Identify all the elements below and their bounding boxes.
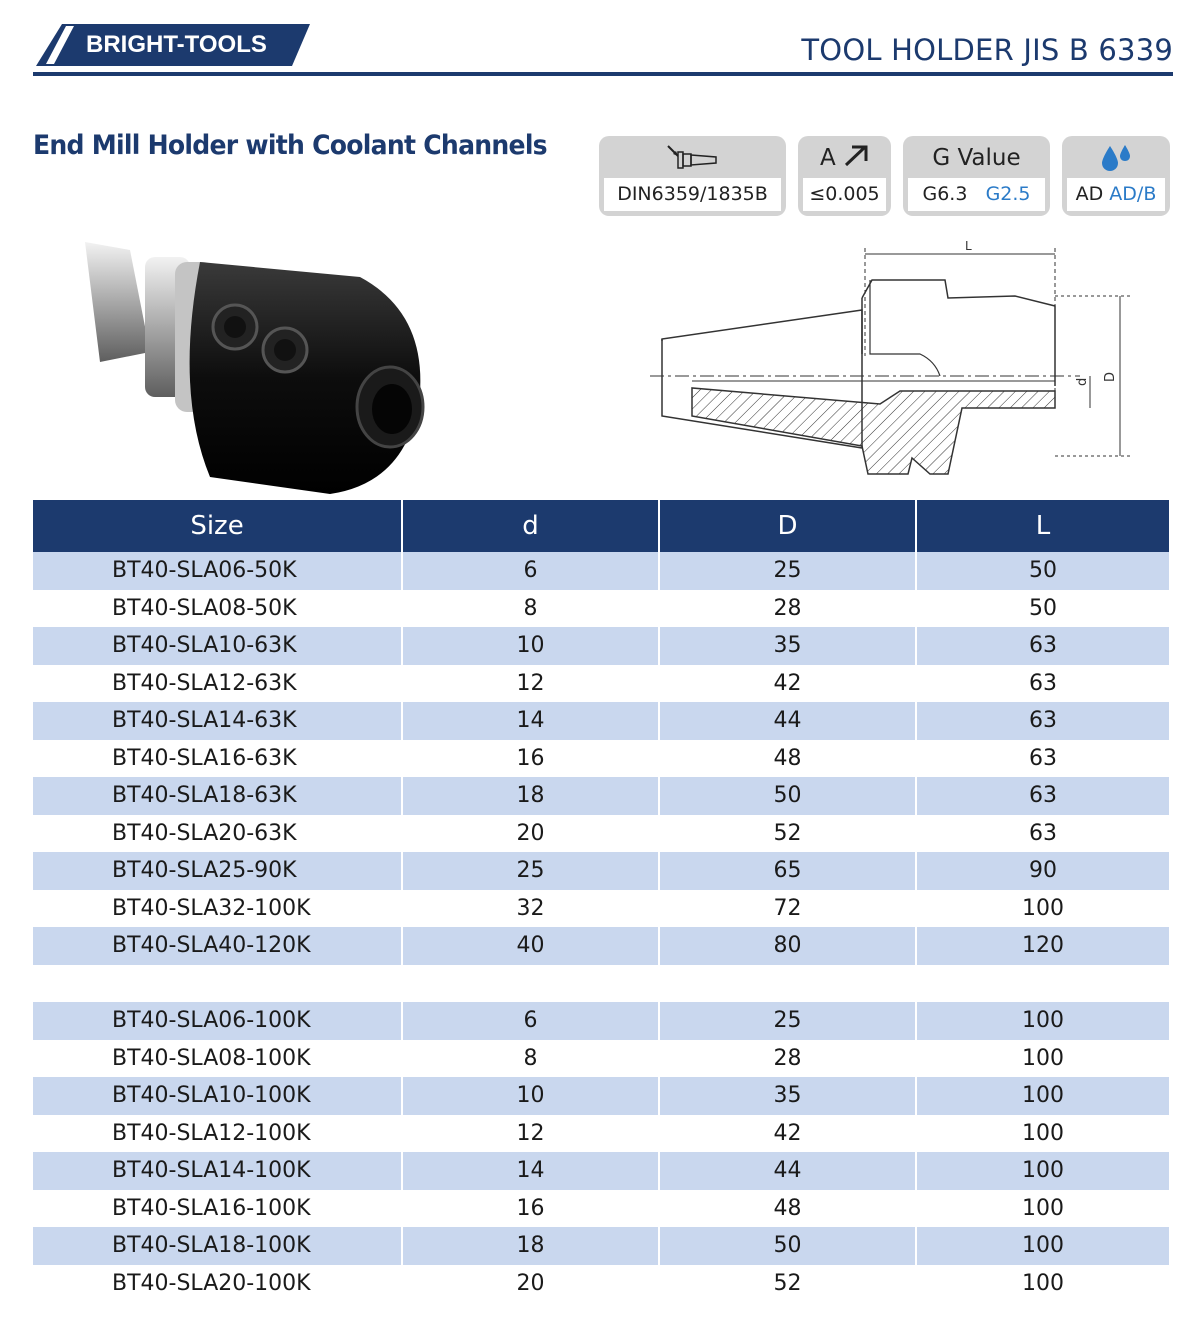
d-cell: 8	[403, 1040, 660, 1078]
d-cell: 32	[403, 890, 660, 928]
table-header	[33, 500, 1169, 552]
D-cell: 52	[660, 1265, 917, 1303]
D-cell: 72	[660, 890, 917, 928]
coolant-value-a: AD	[1075, 183, 1104, 205]
table-row	[33, 927, 1169, 965]
d-cell: 16	[403, 1190, 660, 1228]
table-row	[33, 1152, 1169, 1190]
product-photo	[60, 232, 430, 502]
table-row	[33, 890, 1169, 928]
D-cell: 80	[660, 927, 917, 965]
size-cell: BT40-SLA20-63K	[33, 815, 403, 853]
D-cell: 42	[660, 1115, 917, 1153]
L-cell: 50	[1029, 558, 1057, 583]
size-cell: BT40-SLA16-63K	[33, 740, 403, 778]
table-row	[33, 965, 1169, 1003]
L-cell: 63	[1029, 745, 1057, 771]
D-cell: 52	[660, 815, 917, 853]
L-cell: 100	[1022, 1195, 1064, 1221]
d-cell: 10	[403, 1077, 660, 1115]
table-row	[33, 852, 1169, 890]
size-cell: BT40-SLA18-63K	[33, 777, 403, 815]
D-cell: 35	[660, 1077, 917, 1115]
d-cell: 18	[403, 777, 660, 815]
size-cell: BT40-SLA12-63K	[33, 665, 403, 703]
L-cell: 100	[1022, 1270, 1064, 1296]
taper-holder-icon	[599, 140, 786, 176]
size-cell: BT40-SLA14-63K	[33, 702, 403, 740]
size-cell: BT40-SLA25-90K	[33, 852, 403, 890]
L-cell: 100	[1022, 1233, 1064, 1258]
D-cell: 42	[660, 665, 917, 703]
table-row	[33, 702, 1169, 740]
L-cell: 100	[1022, 895, 1064, 921]
D-cell: 28	[660, 1040, 917, 1078]
coolant-badge	[1062, 136, 1170, 216]
D-cell: 50	[660, 1227, 917, 1265]
size-cell: BT40-SLA32-100K	[33, 890, 403, 928]
L-cell: 63	[1029, 820, 1057, 846]
L-cell: 63	[1029, 633, 1057, 658]
D-cell: 44	[660, 702, 917, 740]
D-cell: 25	[660, 1002, 917, 1040]
d-cell: 40	[403, 927, 660, 965]
d-cell: 14	[403, 702, 660, 740]
size-cell: BT40-SLA20-100K	[33, 1265, 403, 1303]
table-row	[33, 1227, 1169, 1265]
balance-value-a: G6.3	[922, 183, 968, 205]
dimension-d-label: d	[1075, 377, 1090, 386]
table-row	[33, 1115, 1169, 1153]
L-cell: 100	[1022, 1120, 1064, 1146]
L-cell: 100	[1022, 1008, 1064, 1033]
D-cell: 35	[660, 627, 917, 665]
coolant-value-b: AD/B	[1109, 183, 1157, 205]
header-D: D	[660, 500, 917, 552]
d-cell: 12	[403, 1115, 660, 1153]
L-cell: 100	[1022, 1158, 1064, 1183]
size-cell: BT40-SLA14-100K	[33, 1152, 403, 1190]
d-cell: 8	[403, 590, 660, 628]
L-cell: 120	[1022, 933, 1064, 958]
L-cell: 63	[1029, 783, 1057, 808]
table-row	[33, 777, 1169, 815]
L-cell: 63	[1029, 670, 1057, 696]
d-cell: 25	[403, 852, 660, 890]
size-cell: BT40-SLA10-100K	[33, 1077, 403, 1115]
table-row	[33, 1265, 1169, 1303]
runout-label: A	[819, 145, 836, 171]
size-cell: BT40-SLA16-100K	[33, 1190, 403, 1228]
standard-value: DIN6359/1835B	[604, 178, 781, 211]
header-divider	[33, 72, 1173, 76]
L-cell	[917, 965, 1169, 1003]
d-cell: 16	[403, 740, 660, 778]
D-cell: 50	[660, 777, 917, 815]
D-cell: 44	[660, 1152, 917, 1190]
d-cell: 20	[403, 815, 660, 853]
d-cell: 14	[403, 1152, 660, 1190]
d-cell: 10	[403, 627, 660, 665]
D-cell: 65	[660, 852, 917, 890]
standard-badge	[599, 136, 786, 216]
technical-drawing	[650, 236, 1150, 486]
header-L: L	[1035, 511, 1051, 541]
balance-label: G Value	[932, 145, 1021, 171]
balance-value-b: G2.5	[985, 183, 1031, 205]
size-cell: BT40-SLA08-50K	[33, 590, 403, 628]
size-cell: BT40-SLA10-63K	[33, 627, 403, 665]
header-d: d	[403, 500, 660, 552]
product-title: End Mill Holder with Coolant Channels	[33, 130, 547, 161]
size-cell: BT40-SLA06-100K	[33, 1002, 403, 1040]
size-cell: BT40-SLA18-100K	[33, 1227, 403, 1265]
d-cell: 20	[403, 1265, 660, 1303]
table-row	[33, 590, 1169, 628]
L-cell: 63	[1029, 708, 1057, 733]
dimension-D-label: D	[1103, 371, 1118, 382]
d-cell: 12	[403, 665, 660, 703]
table-row	[33, 740, 1169, 778]
page-title: TOOL HOLDER JIS B 6339	[801, 33, 1173, 67]
L-cell: 90	[1029, 858, 1057, 883]
size-cell: BT40-SLA40-120K	[33, 927, 403, 965]
table-row	[33, 1040, 1169, 1078]
table-row	[33, 552, 1169, 590]
table-row	[33, 627, 1169, 665]
runout-badge	[798, 136, 891, 216]
balance-badge	[903, 136, 1050, 216]
size-cell	[33, 965, 403, 1003]
D-cell: 48	[660, 1190, 917, 1228]
size-cell: BT40-SLA08-100K	[33, 1040, 403, 1078]
D-cell: 25	[660, 552, 917, 590]
table-row	[33, 1002, 1169, 1040]
d-cell: 6	[403, 1002, 660, 1040]
arrow-up-right-icon	[843, 144, 869, 168]
d-cell: 18	[403, 1227, 660, 1265]
table-row	[33, 1077, 1169, 1115]
D-cell: 28	[660, 590, 917, 628]
specs-table	[33, 500, 1169, 1302]
size-cell: BT40-SLA06-50K	[33, 552, 403, 590]
table-body	[33, 552, 1169, 1302]
L-cell: 100	[1022, 1045, 1064, 1071]
brand-logo	[36, 24, 310, 66]
runout-value: ≤0.005	[803, 178, 886, 211]
table-row	[33, 665, 1169, 703]
d-cell: 6	[403, 552, 660, 590]
D-cell: 48	[660, 740, 917, 778]
size-cell: BT40-SLA12-100K	[33, 1115, 403, 1153]
dimension-L-label: L	[965, 239, 972, 253]
brand-name: BRIGHT-TOOLS	[86, 31, 267, 58]
d-cell	[403, 965, 660, 1003]
table-row	[33, 1190, 1169, 1228]
L-cell: 100	[1022, 1083, 1064, 1108]
L-cell: 50	[1029, 595, 1057, 621]
D-cell	[660, 965, 917, 1003]
water-drops-icon	[1062, 140, 1170, 176]
table-row	[33, 815, 1169, 853]
header-size: Size	[33, 500, 403, 552]
